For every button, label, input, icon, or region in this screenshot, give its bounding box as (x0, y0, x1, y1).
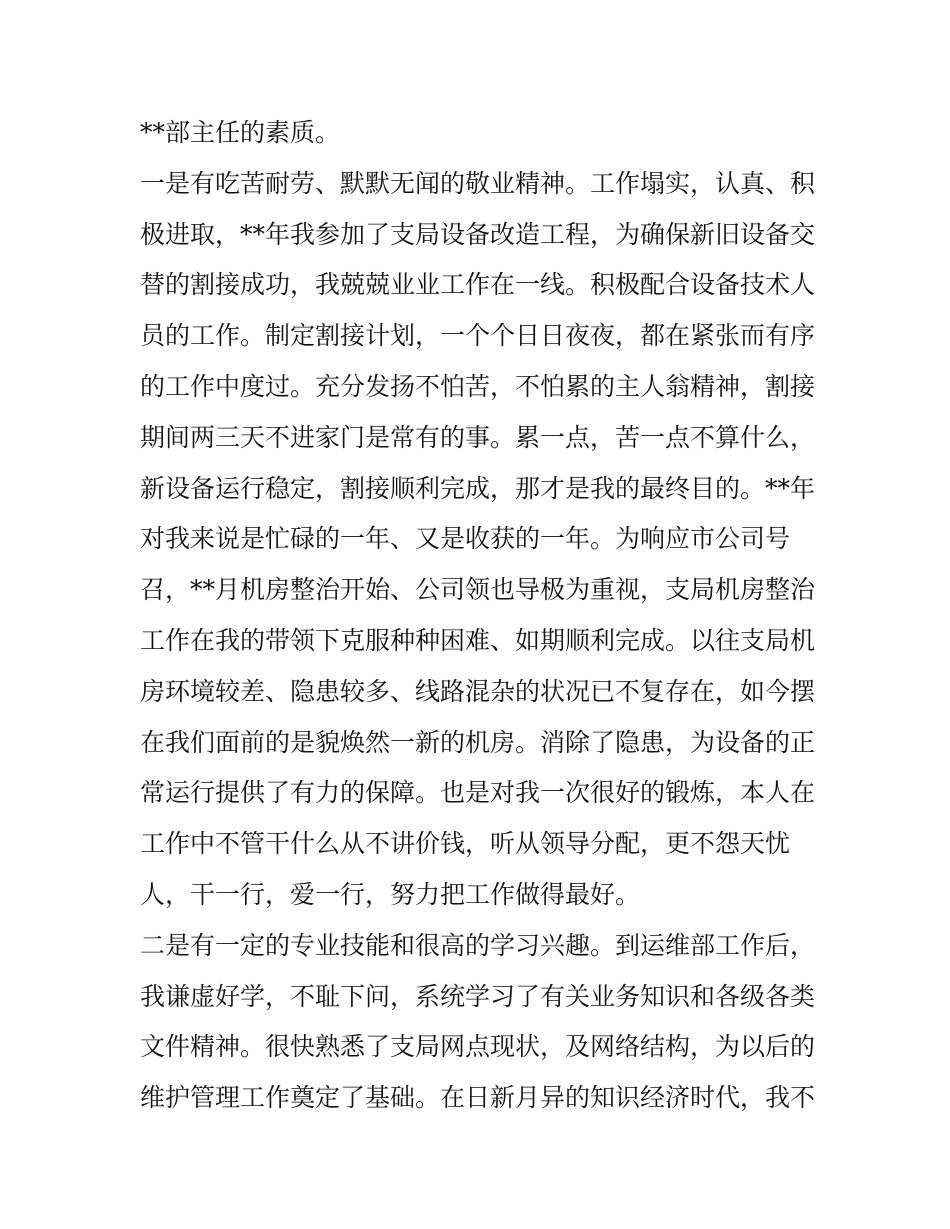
document-body (140, 108, 820, 1124)
text-line: 员的工作。制定割接计划，一个个日日夜夜，都在紧张而有序 (140, 321, 816, 351)
text-line: **部主任的素质。 (140, 118, 341, 147)
text-line: 我谦虚好学，不耻下问，系统学习了有关业务知识和各级各类 (140, 981, 816, 1011)
text-line: 工作中不管干什么从不讲价钱，听从领导分配，更不怨天忧 (140, 829, 791, 859)
text-line: 人，干一行，爱一行，努力把工作做得最好。 (140, 879, 641, 909)
text-line: 新设备运行稳定，割接顺利完成，那才是我的最终目的。**年 (140, 473, 816, 503)
text-line: 召，**月机房整治开始、公司领也导极为重视，支局机房整治 (140, 575, 816, 605)
text-line: 在我们面前的是貌焕然一新的机房。消除了隐患，为设备的正 (140, 727, 816, 757)
text-line: 一是有吃苦耐劳、默默无闻的敬业精神。工作塌实，认真、积 (140, 168, 816, 198)
text-line: 期间两三天不进家门是常有的事。累一点，苦一点不算什么， (140, 422, 816, 452)
text-line: 替的割接成功，我兢兢业业工作在一线。积极配合设备技术人 (140, 270, 816, 300)
text-line: 二是有一定的专业技能和很高的学习兴趣。到运维部工作后， (140, 930, 816, 960)
text-line: 常运行提供了有力的保障。也是对我一次很好的锻炼，本人在 (140, 778, 816, 808)
text-line: 文件精神。很快熟悉了支局网点现状，及网络结构，为以后的 (140, 1032, 816, 1062)
text-line: 对我来说是忙碌的一年、又是收获的一年。为响应市公司号 (140, 524, 791, 554)
text-line: 工作在我的带领下克服种种困难、如期顺利完成。以往支局机 (140, 625, 816, 655)
text-line: 极进取，**年我参加了支局设备改造工程，为确保新旧设备交 (140, 219, 816, 249)
text-line: 的工作中度过。充分发扬不怕苦，不怕累的主人翁精神，割接 (140, 371, 816, 401)
text-line: 维护管理工作奠定了基础。在日新月异的知识经济时代，我不 (140, 1083, 816, 1113)
text-line: 房环境较差、隐患较多、线路混杂的状况已不复存在，如今摆 (140, 676, 816, 706)
